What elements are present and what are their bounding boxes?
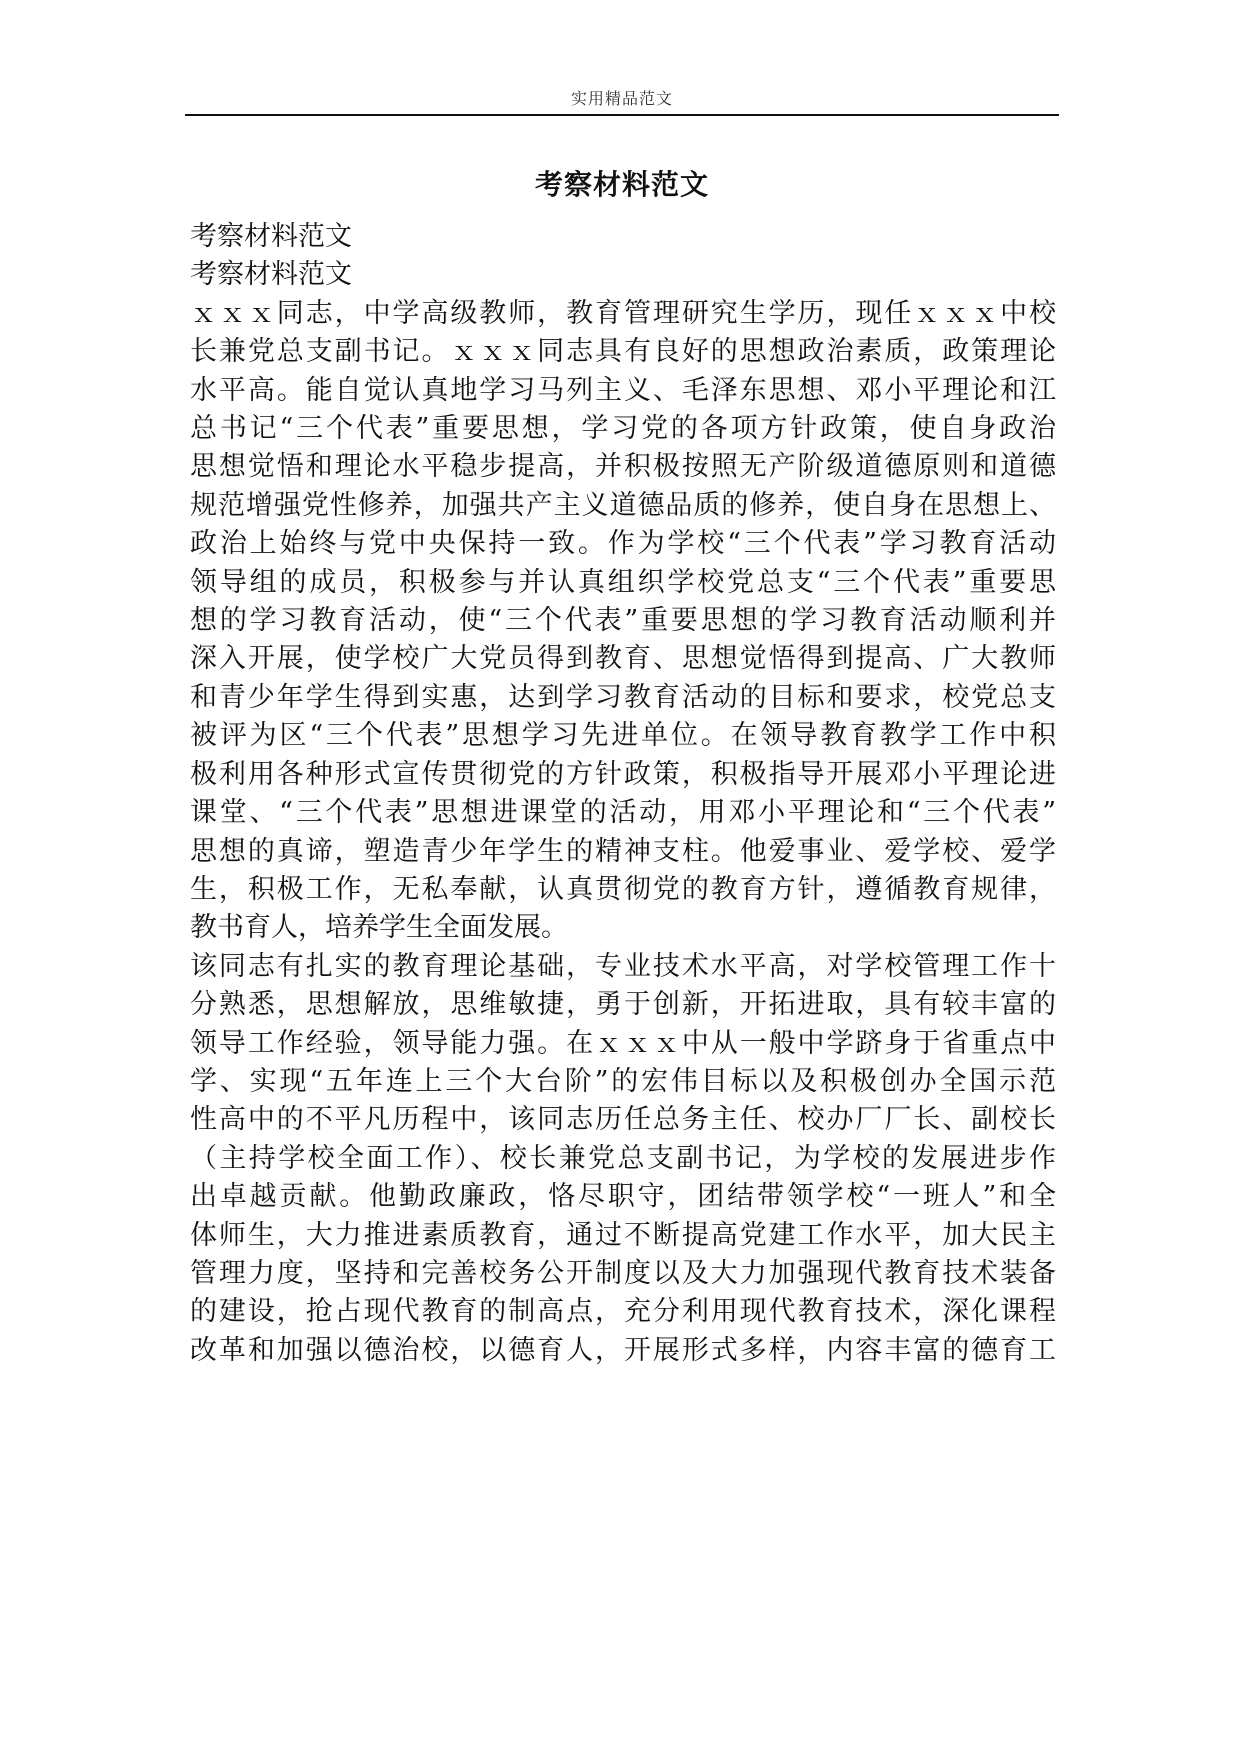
text-line: 水平高。能自觉认真地学习马列主义、毛泽东思想、邓小平理论和江 xyxy=(190,374,1056,406)
text-line: 政治上始终与党中央保持一致。作为学校“三个代表”学习教育活动 xyxy=(190,528,1056,560)
text-line: 改革和加强以德治校，以德育人，开展形式多样，内容丰富的德育工 xyxy=(190,1334,1056,1366)
text-line: 深入开展，使学校广大党员得到教育、思想觉悟得到提高、广大教师 xyxy=(190,643,1056,675)
text-line: 长兼党总支副书记。ｘｘｘ同志具有良好的思想政治素质，政策理论 xyxy=(190,336,1056,368)
text-line: 想的学习教育活动，使“三个代表”重要思想的学习教育活动顺利并 xyxy=(190,605,1056,637)
text-line: 教书育人，培养学生全面发展。 xyxy=(190,912,568,944)
text-line: 的建设，抢占现代教育的制高点，充分利用现代教育技术，深化课程 xyxy=(190,1296,1056,1328)
text-line: ｘｘｘ同志，中学高级教师，教育管理研究生学历，现任ｘｘｘ中校 xyxy=(190,297,1056,329)
document-body xyxy=(190,218,1056,1370)
text-line: 分熟悉，思想解放，思维敏捷，勇于创新，开拓进取，具有较丰富的 xyxy=(190,989,1056,1021)
text-line: 考察材料范文 xyxy=(190,259,352,291)
text-line: 出卓越贡献。他勤政廉政，恪尽职守，团结带领学校“一班人”和全 xyxy=(190,1181,1056,1213)
text-line: 体师生，大力推进素质教育，通过不断提高党建工作水平，加大民主 xyxy=(190,1219,1056,1251)
text-line: 思想觉悟和理论水平稳步提高，并积极按照无产阶级道德原则和道德 xyxy=(190,451,1056,483)
text-line: 总书记“三个代表”重要思想，学习党的各项方针政策，使自身政治 xyxy=(190,413,1056,445)
text-line: 规范增强党性修养，加强共产主义道德品质的修养，使自身在思想上、 xyxy=(190,489,1056,521)
text-line: 性高中的不平凡历程中，该同志历任总务主任、校办厂厂长、副校长 xyxy=(190,1104,1056,1136)
text-line: 和青少年学生得到实惠，达到学习教育活动的目标和要求，校党总支 xyxy=(190,681,1056,713)
text-line: 考察材料范文 xyxy=(190,221,352,252)
text-line: 领导组的成员，积极参与并认真组织学校党总支“三个代表”重要思 xyxy=(190,566,1056,598)
running-header: 实用精品范文 xyxy=(570,89,673,108)
text-line: 学、实现“五年连上三个大台阶”的宏伟目标以及积极创办全国示范 xyxy=(190,1065,1056,1097)
header-rule xyxy=(185,114,1059,116)
text-line: 管理力度，坚持和完善校务公开制度以及大力加强现代教育技术装备 xyxy=(190,1257,1056,1289)
text-line: 课堂、“三个代表”思想进课堂的活动，用邓小平理论和“三个代表” xyxy=(190,797,1056,829)
text-line: 该同志有扎实的教育理论基础，专业技术水平高，对学校管理工作十 xyxy=(190,950,1056,982)
document-title: 考察材料范文 xyxy=(534,168,709,201)
text-line: （主持学校全面工作）、校长兼党总支副书记，为学校的发展进步作 xyxy=(190,1142,1056,1174)
text-line: 领导工作经验，领导能力强。在ｘｘｘ中从一般中学跻身于省重点中 xyxy=(190,1027,1056,1059)
text-line: 生，积极工作，无私奉献，认真贯彻党的教育方针，遵循教育规律， xyxy=(190,873,1056,905)
text-line: 被评为区“三个代表”思想学习先进单位。在领导教育教学工作中积 xyxy=(190,720,1056,752)
text-line: 极利用各种形式宣传贯彻党的方针政策，积极指导开展邓小平理论进 xyxy=(190,758,1056,790)
text-line: 思想的真谛，塑造青少年学生的精神支柱。他爱事业、爱学校、爱学 xyxy=(190,835,1056,867)
